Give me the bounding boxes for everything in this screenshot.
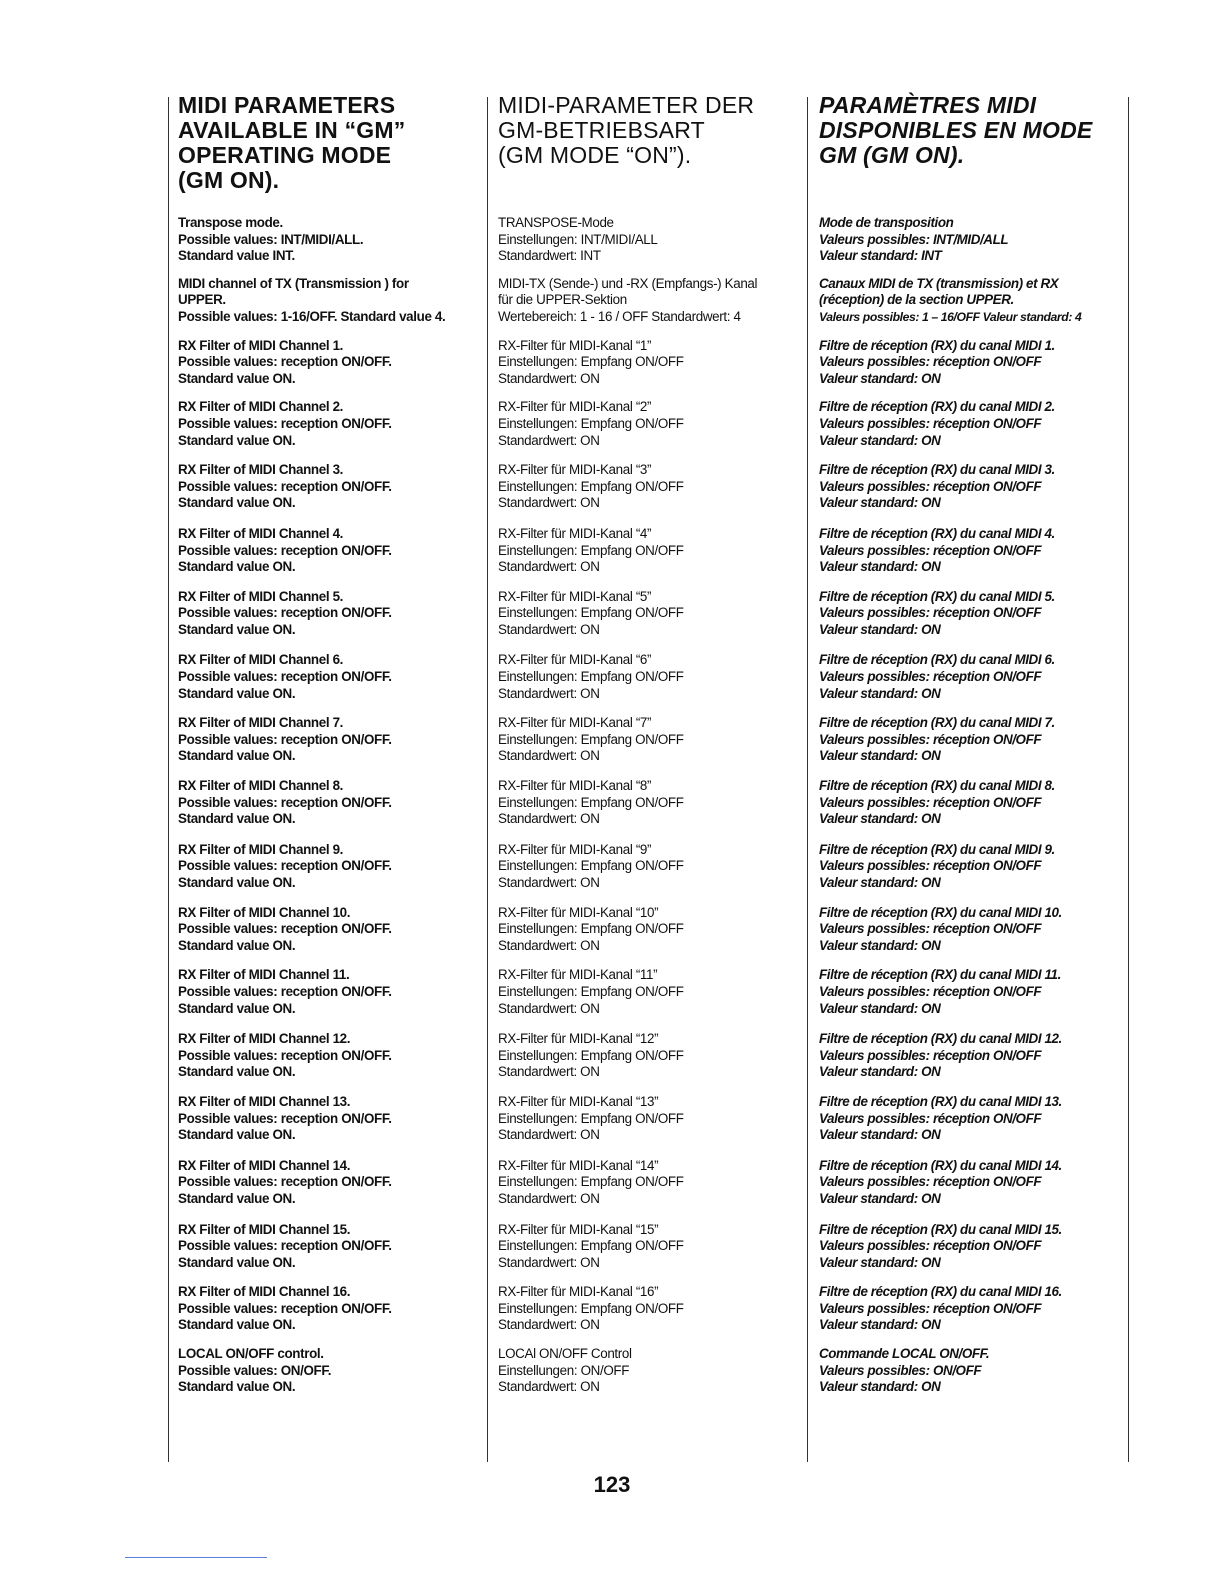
parameter-detail: Standard value ON. [178, 685, 296, 701]
parameter-name: RX-Filter für MIDI-Kanal “2” [498, 399, 652, 415]
parameter-entry [498, 526, 800, 576]
parameter-detail: Valeur standard: ON [819, 1317, 941, 1333]
parameter-detail: Einstellungen: Empfang ON/OFF [498, 415, 684, 431]
parameter-entry [819, 1094, 1119, 1144]
parameter-name: RX Filter of MIDI Channel 8. [178, 778, 344, 794]
parameter-name: RX-Filter für MIDI-Kanal “4” [498, 525, 652, 541]
parameter-name: RX Filter of MIDI Channel 2. [178, 399, 344, 415]
parameter-entry [819, 842, 1119, 892]
parameter-detail: Standardwert: ON [498, 748, 600, 764]
parameter-detail: Possible values: ON/OFF. [178, 1362, 332, 1378]
parameter-entry [178, 526, 480, 576]
french-title [819, 93, 1119, 215]
parameter-entry [178, 842, 480, 892]
parameter-detail: Standard value ON. [178, 370, 296, 386]
parameter-name: RX Filter of MIDI Channel 15. [178, 1221, 351, 1237]
parameter-name: RX-Filter für MIDI-Kanal “16” [498, 1284, 659, 1300]
parameter-detail: Einstellungen: INT/MIDI/ALL [498, 231, 658, 247]
parameter-detail: Possible values: INT/MIDI/ALL. [178, 231, 364, 247]
parameter-entry [498, 399, 800, 449]
parameter-detail: Standardwert: ON [498, 495, 600, 511]
parameter-detail: Valeur standard: ON [819, 685, 941, 701]
german-entries [498, 215, 800, 1396]
parameter-detail: Possible values: reception ON/OFF. [178, 605, 392, 621]
parameter-name: RX-Filter für MIDI-Kanal “9” [498, 841, 652, 857]
parameter-name: RX Filter of MIDI Channel 1. [178, 337, 344, 353]
parameter-detail: Valeur standard: ON [819, 1379, 941, 1395]
parameter-name: Filtre de réception (RX) du canal MIDI 16. [819, 1284, 1062, 1300]
parameter-detail: Valeur standard: ON [819, 1064, 941, 1080]
parameter-name: RX Filter of MIDI Channel 3. [178, 462, 344, 478]
parameter-name: Transpose mode. [178, 215, 283, 230]
parameter-name: RX Filter of MIDI Channel 10. [178, 904, 351, 920]
parameter-detail: Possible values: reception ON/OFF. [178, 542, 392, 558]
parameter-detail: Valeur standard: ON [819, 811, 941, 827]
parameter-detail: Standard value ON. [178, 1317, 296, 1333]
parameter-name: Filtre de réception (RX) du canal MIDI 9. [819, 841, 1055, 857]
parameter-entry [819, 1346, 1119, 1396]
parameter-entry [178, 1158, 480, 1208]
parameter-name: Mode de transposition [819, 215, 954, 230]
parameter-detail: Standard value ON. [178, 748, 296, 764]
parameter-detail: UPPER. [178, 292, 226, 308]
parameter-detail: Einstellungen: Empfang ON/OFF [498, 605, 684, 621]
column-rule-left [168, 97, 169, 1462]
german-title [498, 93, 800, 215]
parameter-name: LOCAl ON/OFF Control [498, 1346, 632, 1362]
parameter-entry [819, 715, 1119, 765]
parameter-entry [178, 1031, 480, 1081]
german-column [498, 93, 800, 1406]
parameter-name: RX-Filter für MIDI-Kanal “15” [498, 1221, 659, 1237]
parameter-entry [178, 1222, 480, 1272]
parameter-name: RX Filter of MIDI Channel 14. [178, 1157, 351, 1173]
parameter-entry [498, 652, 800, 702]
parameter-entry [178, 905, 480, 955]
french-column [819, 93, 1119, 1406]
parameter-name: Filtre de réception (RX) du canal MIDI 4. [819, 525, 1055, 541]
parameter-detail: Standardwert: ON [498, 1379, 600, 1395]
parameter-entry [178, 715, 480, 765]
parameter-detail: Valeur standard: INT [819, 248, 942, 264]
parameter-name: RX-Filter für MIDI-Kanal “3” [498, 462, 652, 478]
parameter-detail: Standardwert: ON [498, 1127, 600, 1143]
parameter-entry [819, 778, 1119, 828]
parameter-detail: Standard value ON. [178, 937, 296, 953]
german-title-line: (GM MODE “ON”). [498, 142, 692, 168]
parameter-name: RX-Filter für MIDI-Kanal “12” [498, 1031, 659, 1047]
parameter-entry [498, 1094, 800, 1144]
parameter-name: RX-Filter für MIDI-Kanal “7” [498, 715, 652, 731]
parameter-detail: Valeurs possibles: réception ON/OFF [819, 1110, 1042, 1126]
french-entries [819, 215, 1119, 1396]
parameter-detail: Possible values: reception ON/OFF. [178, 354, 392, 370]
parameter-entry [819, 652, 1119, 702]
parameter-name: RX Filter of MIDI Channel 6. [178, 652, 344, 668]
parameter-name: Filtre de réception (RX) du canal MIDI 15. [819, 1221, 1062, 1237]
parameter-entry [498, 276, 800, 326]
parameter-name: Filtre de réception (RX) du canal MIDI 1. [819, 337, 1055, 353]
parameter-name: Filtre de réception (RX) du canal MIDI 12. [819, 1031, 1062, 1047]
parameter-entry [498, 1222, 800, 1272]
parameter-detail: Possible values: reception ON/OFF. [178, 1174, 392, 1190]
parameter-detail: Standard value ON. [178, 559, 296, 575]
parameter-detail: Einstellungen: Empfang ON/OFF [498, 921, 684, 937]
parameter-name: Filtre de réception (RX) du canal MIDI 10. [819, 904, 1062, 920]
parameter-name: Commande LOCAL ON/OFF. [819, 1346, 990, 1362]
parameter-entry [178, 1284, 480, 1334]
divider-line [125, 1557, 267, 1558]
parameter-name: Filtre de réception (RX) du canal MIDI 13. [819, 1093, 1062, 1109]
parameter-detail: Wertebereich: 1 - 16 / OFF Standardwert: 4 [498, 308, 741, 324]
parameter-name: RX Filter of MIDI Channel 11. [178, 967, 350, 983]
parameter-entry [498, 715, 800, 765]
parameter-detail: Valeurs possibles: réception ON/OFF [819, 354, 1042, 370]
parameter-detail: Einstellungen: Empfang ON/OFF [498, 478, 684, 494]
parameter-detail: Einstellungen: Empfang ON/OFF [498, 542, 684, 558]
parameter-detail: Standard value ON. [178, 1379, 296, 1395]
parameter-name: RX Filter of MIDI Channel 5. [178, 588, 344, 604]
parameter-detail: Standard value ON. [178, 875, 296, 890]
parameter-detail: Valeur standard: ON [819, 1190, 941, 1206]
parameter-entry [498, 967, 800, 1017]
parameter-name: RX Filter of MIDI Channel 7. [178, 715, 344, 731]
parameter-name: Filtre de réception (RX) du canal MIDI 2. [819, 399, 1055, 415]
parameter-name: RX-Filter für MIDI-Kanal “13” [498, 1093, 659, 1109]
parameter-detail: Possible values: reception ON/OFF. [178, 983, 392, 999]
page-number: 123 [593, 1472, 631, 1497]
parameter-detail: Einstellungen: Empfang ON/OFF [498, 731, 684, 747]
parameter-detail: Valeurs possibles: réception ON/OFF [819, 669, 1042, 685]
parameter-detail: Standard value ON. [178, 1127, 296, 1143]
column-rule-right [1128, 97, 1129, 1462]
parameter-detail: Valeur standard: ON [819, 875, 941, 890]
parameter-detail: Valeurs possibles: réception ON/OFF [819, 1174, 1042, 1190]
parameter-detail: Standard value ON. [178, 811, 296, 827]
parameter-detail: Valeurs possibles: réception ON/OFF [819, 983, 1042, 999]
parameter-name: MIDI channel of TX (Transmission ) for [178, 275, 409, 291]
parameter-detail: Valeurs possibles: réception ON/OFF [819, 858, 1042, 874]
parameter-name: RX Filter of MIDI Channel 9. [178, 841, 344, 857]
parameter-detail: Standardwert: ON [498, 370, 600, 386]
parameter-entry [178, 967, 480, 1017]
parameter-entry [178, 778, 480, 828]
parameter-detail: Possible values: reception ON/OFF. [178, 669, 392, 685]
parameter-detail: Valeurs possibles: réception ON/OFF [819, 921, 1042, 937]
parameter-detail: Standardwert: ON [498, 1064, 600, 1080]
parameter-entry [498, 338, 800, 388]
parameter-entry [178, 276, 480, 326]
parameter-entry [178, 338, 480, 388]
parameter-detail: Valeurs possibles: réception ON/OFF [819, 1238, 1042, 1254]
parameter-entry [819, 1158, 1119, 1208]
parameter-detail: Possible values: reception ON/OFF. [178, 1238, 392, 1254]
parameter-detail: Standard value ON. [178, 432, 296, 448]
parameter-name: RX Filter of MIDI Channel 12. [178, 1031, 351, 1047]
parameter-detail: Standardwert: ON [498, 1254, 600, 1270]
parameter-name: MIDI-TX (Sende-) und -RX (Empfangs-) Kanal [498, 275, 758, 291]
english-column [178, 93, 480, 1406]
parameter-detail: Possible values: reception ON/OFF. [178, 858, 392, 874]
parameter-detail: Valeurs possibles: INT/MID/ALL [819, 231, 1009, 247]
parameter-name: Filtre de réception (RX) du canal MIDI 3. [819, 462, 1055, 478]
english-title-line: MIDI PARAMETERS [178, 92, 396, 118]
column-rule-center-left [487, 97, 488, 1462]
parameter-entry [819, 1031, 1119, 1081]
parameter-detail: Einstellungen: Empfang ON/OFF [498, 858, 684, 874]
parameter-detail: Valeurs possibles: 1 – 16/OFF Valeur standard: 4 [819, 309, 1082, 324]
parameter-name: Filtre de réception (RX) du canal MIDI 11. [819, 967, 1061, 983]
parameter-name: RX Filter of MIDI Channel 16. [178, 1284, 351, 1300]
parameter-name: RX-Filter für MIDI-Kanal “6” [498, 652, 652, 668]
parameter-detail: Standardwert: ON [498, 811, 600, 827]
english-title-line: OPERATING MODE [178, 142, 392, 168]
parameter-entry [498, 1284, 800, 1334]
parameter-detail: Standardwert: ON [498, 875, 600, 890]
parameter-detail: Possible values: reception ON/OFF. [178, 1110, 392, 1126]
column-rule-center-right [807, 97, 808, 1462]
parameter-detail: Standard value ON. [178, 1190, 296, 1206]
parameter-entry [498, 1031, 800, 1081]
parameter-entry [498, 462, 800, 512]
parameter-name: RX-Filter für MIDI-Kanal “5” [498, 588, 652, 604]
parameter-detail: Valeurs possibles: ON/OFF [819, 1362, 982, 1378]
parameter-name: RX-Filter für MIDI-Kanal “14” [498, 1157, 659, 1173]
parameter-name: LOCAL ON/OFF control. [178, 1346, 324, 1362]
parameter-detail: Standard value ON. [178, 1000, 296, 1016]
parameter-name: Canaux MIDI de TX (transmission) et RX [819, 275, 1059, 291]
german-title-line: MIDI-PARAMETER DER [498, 92, 755, 118]
french-title-line: GM (GM ON). [819, 142, 965, 168]
parameter-detail: Valeurs possibles: réception ON/OFF [819, 478, 1042, 494]
parameter-entry [498, 1346, 800, 1396]
parameter-detail: Einstellungen: Empfang ON/OFF [498, 1238, 684, 1254]
parameter-entry [819, 462, 1119, 512]
parameter-name: RX Filter of MIDI Channel 13. [178, 1093, 351, 1109]
parameter-detail: Valeurs possibles: réception ON/OFF [819, 794, 1042, 810]
parameter-name: TRANSPOSE-Mode [498, 215, 614, 230]
parameter-detail: Standard value ON. [178, 621, 296, 637]
parameter-name: Filtre de réception (RX) du canal MIDI 14. [819, 1157, 1062, 1173]
parameter-entry [178, 215, 480, 265]
parameter-entry [498, 842, 800, 892]
german-title-line: GM-BETRIEBSART [498, 117, 705, 143]
parameter-detail: Standard value INT. [178, 248, 295, 264]
parameter-detail: Standard value ON. [178, 1064, 296, 1080]
parameter-detail: Valeur standard: ON [819, 559, 941, 575]
parameter-name: Filtre de réception (RX) du canal MIDI 6. [819, 652, 1055, 668]
parameter-detail: Standard value ON. [178, 495, 296, 511]
parameter-name: RX-Filter für MIDI-Kanal “10” [498, 904, 659, 920]
parameter-entry [498, 905, 800, 955]
french-title-line: PARAMÈTRES MIDI [819, 92, 1037, 118]
english-title-line: AVAILABLE IN “GM” [178, 117, 406, 143]
parameter-detail: Possible values: reception ON/OFF. [178, 415, 392, 431]
parameter-entry [819, 1284, 1119, 1334]
parameter-detail: Valeurs possibles: réception ON/OFF [819, 731, 1042, 747]
parameter-detail: Possible values: reception ON/OFF. [178, 921, 392, 937]
parameter-detail: Standard value ON. [178, 1254, 296, 1270]
parameter-entry [819, 215, 1119, 265]
parameter-name: Filtre de réception (RX) du canal MIDI 7. [819, 715, 1055, 731]
parameter-entry [498, 215, 800, 265]
parameter-detail: Valeurs possibles: réception ON/OFF [819, 605, 1042, 621]
parameter-entry [819, 338, 1119, 388]
parameter-detail: Valeur standard: ON [819, 1127, 941, 1143]
parameter-detail: Einstellungen: Empfang ON/OFF [498, 1300, 684, 1316]
parameter-entry [819, 526, 1119, 576]
parameter-entry [498, 778, 800, 828]
parameter-name: RX-Filter für MIDI-Kanal “8” [498, 778, 652, 794]
parameter-detail: Einstellungen: Empfang ON/OFF [498, 983, 684, 999]
parameter-name: RX Filter of MIDI Channel 4. [178, 525, 344, 541]
parameter-entry [819, 905, 1119, 955]
english-title [178, 93, 480, 215]
parameter-detail: Valeur standard: ON [819, 748, 941, 764]
parameter-detail: Possible values: 1-16/OFF. Standard value 4. [178, 308, 446, 324]
parameter-entry [178, 1346, 480, 1396]
parameter-detail: Einstellungen: Empfang ON/OFF [498, 1047, 684, 1063]
parameter-detail: Valeur standard: ON [819, 937, 941, 953]
parameter-detail: Standardwert: ON [498, 432, 600, 448]
parameter-detail: Standardwert: INT [498, 248, 601, 264]
parameter-detail: Standardwert: ON [498, 685, 600, 701]
parameter-entry [178, 462, 480, 512]
parameter-detail: Valeurs possibles: réception ON/OFF [819, 1300, 1042, 1316]
parameter-detail: Valeur standard: ON [819, 1254, 941, 1270]
parameter-detail: Standardwert: ON [498, 559, 600, 575]
parameter-entry [178, 399, 480, 449]
english-entries [178, 215, 480, 1396]
parameter-name: Filtre de réception (RX) du canal MIDI 5. [819, 588, 1055, 604]
parameter-detail: Valeurs possibles: réception ON/OFF [819, 542, 1042, 558]
parameter-detail: Valeurs possibles: réception ON/OFF [819, 1047, 1042, 1063]
parameter-detail: Einstellungen: ON/OFF [498, 1362, 630, 1378]
parameter-detail: Valeur standard: ON [819, 432, 941, 448]
parameter-name: Filtre de réception (RX) du canal MIDI 8. [819, 778, 1055, 794]
parameter-entry [819, 1222, 1119, 1272]
parameter-name: RX-Filter für MIDI-Kanal “1” [498, 337, 652, 353]
parameter-entry [819, 276, 1119, 326]
parameter-name: RX-Filter für MIDI-Kanal “11” [498, 967, 658, 983]
parameter-detail: Standardwert: ON [498, 1000, 600, 1016]
parameter-detail: Einstellungen: Empfang ON/OFF [498, 354, 684, 370]
parameter-detail: Einstellungen: Empfang ON/OFF [498, 1110, 684, 1126]
french-title-line: DISPONIBLES EN MODE [819, 117, 1093, 143]
parameter-detail: Einstellungen: Empfang ON/OFF [498, 794, 684, 810]
parameter-detail: (réception) de la section UPPER. [819, 292, 1014, 308]
parameter-detail: Possible values: reception ON/OFF. [178, 1047, 392, 1063]
parameter-entry [819, 589, 1119, 639]
parameter-detail: Possible values: reception ON/OFF. [178, 794, 392, 810]
parameter-detail: Valeur standard: ON [819, 370, 941, 386]
parameter-detail: für die UPPER-Sektion [498, 292, 627, 308]
parameter-detail: Valeur standard: ON [819, 1000, 941, 1016]
parameter-entry [819, 399, 1119, 449]
parameter-detail: Standardwert: ON [498, 621, 600, 637]
parameter-entry [178, 652, 480, 702]
parameter-entry [498, 1158, 800, 1208]
parameter-detail: Einstellungen: Empfang ON/OFF [498, 669, 684, 685]
parameter-detail: Possible values: reception ON/OFF. [178, 731, 392, 747]
parameter-detail: Valeur standard: ON [819, 621, 941, 637]
parameter-entry [498, 589, 800, 639]
parameter-detail: Standardwert: ON [498, 1317, 600, 1333]
parameter-detail: Standardwert: ON [498, 937, 600, 953]
parameter-detail: Standardwert: ON [498, 1190, 600, 1206]
parameter-entry [178, 1094, 480, 1144]
english-title-line: (GM ON). [178, 167, 280, 193]
parameter-detail: Einstellungen: Empfang ON/OFF [498, 1174, 684, 1190]
parameter-detail: Valeurs possibles: réception ON/OFF [819, 415, 1042, 431]
parameter-entry [819, 967, 1119, 1017]
parameter-entry [178, 589, 480, 639]
parameter-detail: Valeur standard: ON [819, 495, 941, 511]
parameter-detail: Possible values: reception ON/OFF. [178, 478, 392, 494]
parameter-detail: Possible values: reception ON/OFF. [178, 1300, 392, 1316]
